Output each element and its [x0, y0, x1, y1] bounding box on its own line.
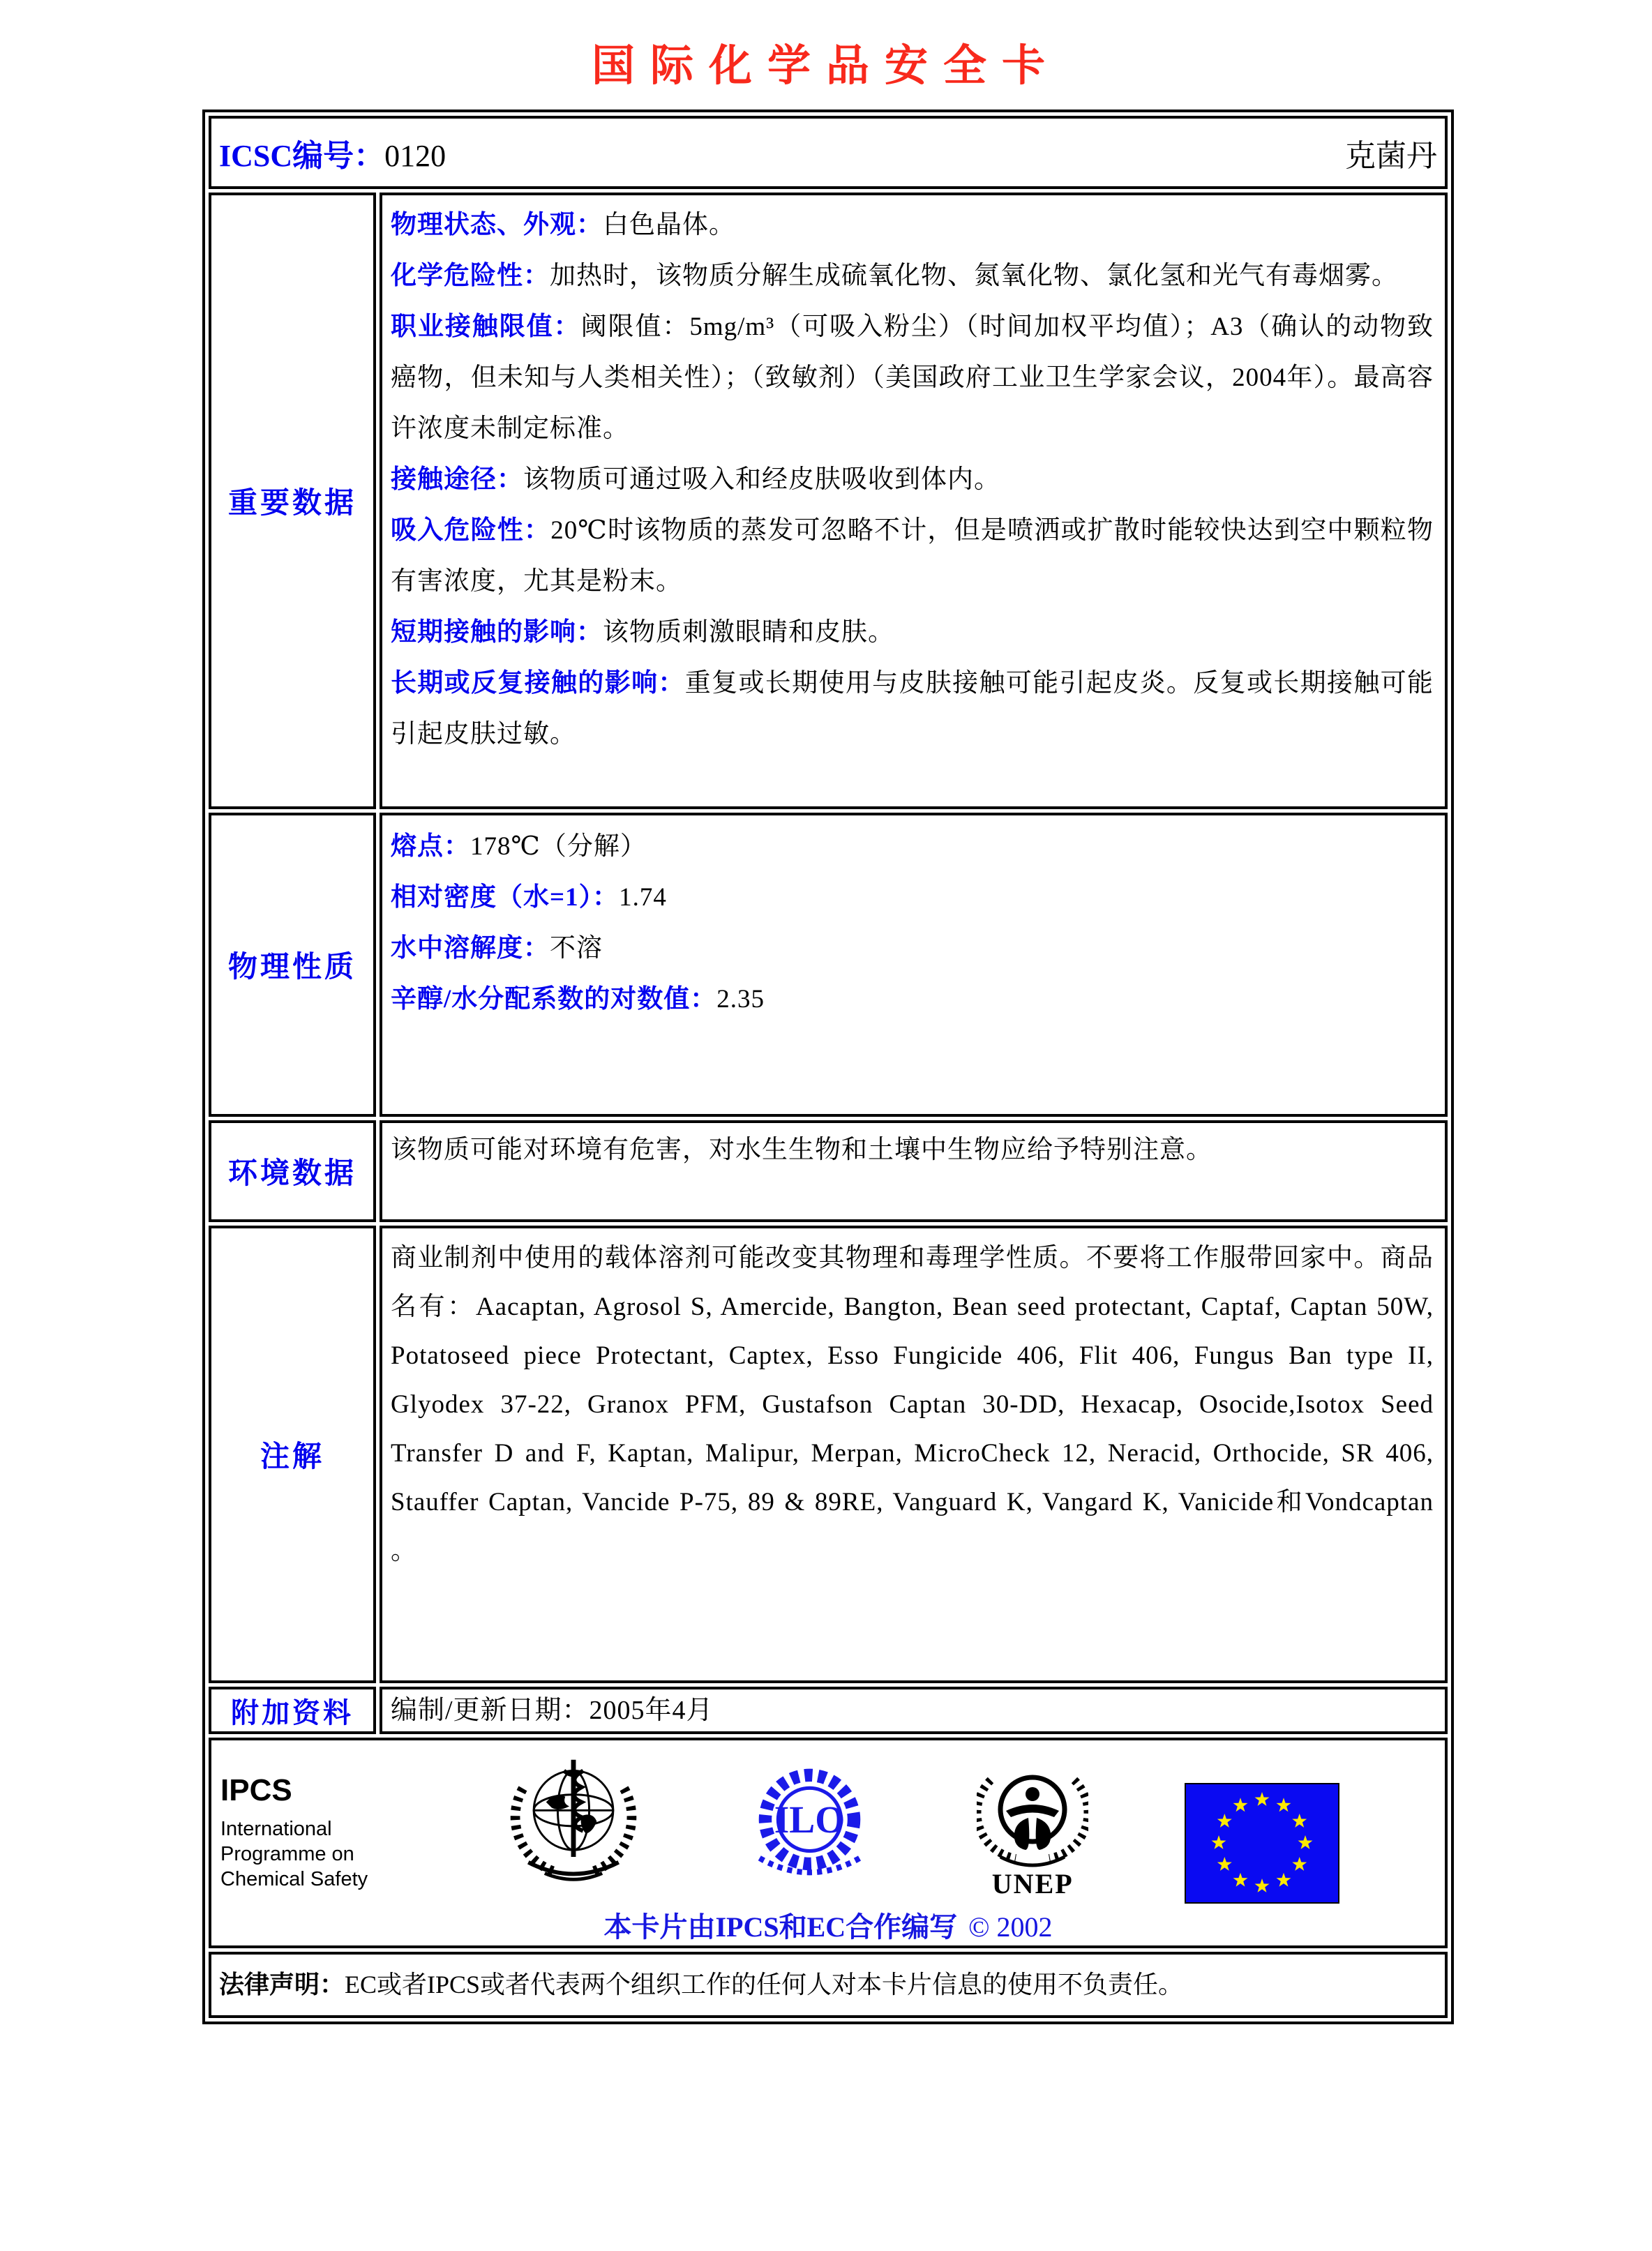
important-item	[391, 505, 1434, 607]
caption-text: 本卡片由IPCS和EC合作编写	[603, 1911, 958, 1943]
section-content-additional	[380, 1687, 1448, 1734]
unep-logo-icon	[977, 1751, 1088, 1869]
item-text: 白色晶体。	[603, 211, 735, 239]
section-label-text: 环境数据	[227, 1158, 356, 1190]
section-label-text: 附加资料	[231, 1696, 354, 1729]
section-content-environment	[380, 1120, 1448, 1222]
section-label-important	[209, 193, 376, 809]
card-header-cell	[209, 116, 1448, 189]
ipcs-block	[220, 1751, 409, 1892]
legal-row	[209, 1952, 1448, 2018]
ipcs-line: Chemical Safety	[220, 1868, 368, 1890]
copyright-text: © 2002	[968, 1911, 1053, 1943]
section-label-physical	[209, 813, 376, 1117]
icsc-number-label: ICSC编号：	[219, 138, 385, 173]
physical-item	[391, 923, 1434, 974]
section-row-environment	[209, 1120, 1448, 1222]
item-text: 该物质刺激眼睛和皮肤。	[603, 618, 894, 647]
icsc-card	[202, 110, 1454, 2024]
section-label-environment	[209, 1120, 376, 1222]
important-item	[391, 250, 1434, 301]
legal-cell	[209, 1952, 1448, 2018]
additional-text: 编制/更新日期：2005年4月	[391, 1696, 714, 1725]
card-header-row	[209, 116, 1448, 189]
item-text: 1.74	[619, 883, 667, 912]
item-text: 20℃时该物质的蒸发可忽略不计，但是喷洒或扩散时能较快达到空中颗粒物有害浓度，尤其是粉末。	[391, 516, 1434, 596]
item-label: 吸入危险性：	[391, 516, 551, 545]
section-label-additional	[209, 1687, 376, 1734]
legal-label: 法律声明：	[219, 1971, 345, 1998]
section-label-text: 物理性质	[227, 951, 356, 984]
environment-text: 该物质可能对环境有危害，对水生生物和土壤中生物应给予特别注意。	[391, 1136, 1212, 1164]
ipcs-acronym: IPCS	[220, 1773, 292, 1807]
item-text: 不溶	[550, 934, 603, 963]
item-text: 该物质可通过吸入和经皮肤吸收到体内。	[523, 465, 1000, 494]
ilo-logo-icon	[738, 1751, 881, 1894]
item-label: 熔点：	[391, 832, 470, 861]
eu-flag-icon	[1185, 1783, 1339, 1904]
item-text: 阈限值：5mg/m³（可吸入粉尘）（时间加权平均值）；A3（确认的动物致癌物，但未知与人类相关性）；（致敏剂）（美国政府工业卫生学家会议，2004年）。最高容许浓度未制定标准。	[391, 313, 1434, 443]
important-item	[391, 658, 1434, 760]
ipcs-line: Programme on	[220, 1843, 354, 1865]
unep-block	[977, 1751, 1088, 1900]
item-text: 重复或长期使用与皮肤接触可能引起皮炎。反复或长期接触可能引起皮肤过敏。	[391, 669, 1434, 748]
page-title: 国际化学品安全卡	[591, 40, 1060, 91]
unep-label: UNEP	[991, 1868, 1074, 1899]
section-row-additional	[209, 1687, 1448, 1734]
item-label: 辛醇/水分配系数的对数值：	[391, 985, 717, 1014]
legal-statement	[212, 1955, 1444, 2015]
section-content-notes	[380, 1226, 1448, 1683]
item-label: 长期或反复接触的影响：	[391, 669, 685, 698]
who-logo-icon	[505, 1751, 642, 1892]
section-content-physical	[380, 813, 1448, 1117]
notes-text: 商业制剂中使用的载体溶剂可能改变其物理和毒理学性质。不要将工作服带回家中。商品名有：Aacaptan, Agrosol S, Amercide, Bangton, Bean seed protectant, Captaf, Captan 50W, Potatoseed piece Protectant, Captex, Esso Fungicide 406, Flit 406, Fungus Ban type II, Glyodex 37-22, Granox PFM, Gustafson Captan 30-DD, Hexacap, Osocide,Isotox Seed Transfer D and F, Kaptan, Malipur, Merpan, MicroCheck 12, Neracid, Orthocide, SR 406, Stauffer Captan, Vancide P-75, 89 & 89RE, Vanguard K, Vangard K, Vanicide和Vondcaptan 。	[391, 1244, 1434, 1565]
legal-text: EC或者IPCS或者代表两个组织工作的任何人对本卡片信息的使用不负责任。	[345, 1971, 1184, 1998]
item-label: 物理状态、外观：	[391, 211, 603, 239]
logos-row	[209, 1738, 1448, 1948]
item-text: 178℃（分解）	[470, 832, 647, 861]
item-label: 接触途径：	[391, 465, 523, 494]
item-text: 2.35	[716, 985, 765, 1014]
icsc-number-value: 0120	[384, 138, 446, 173]
section-row-physical	[209, 813, 1448, 1117]
important-item	[391, 454, 1434, 505]
item-label: 短期接触的影响：	[391, 618, 603, 647]
footer-caption	[212, 1905, 1444, 1945]
important-item	[391, 607, 1434, 658]
item-label: 职业接触限值：	[391, 313, 581, 341]
physical-item	[391, 872, 1434, 923]
ilo-letters: ILO	[774, 1798, 845, 1841]
section-row-important	[209, 193, 1448, 809]
section-label-text: 注解	[260, 1441, 324, 1473]
logos-cell	[209, 1738, 1448, 1948]
ipcs-line: International	[220, 1818, 332, 1840]
physical-item	[391, 821, 1434, 872]
important-item	[391, 199, 1434, 250]
item-text: 加热时，该物质分解生成硫氧化物、氮氧化物、氯化氢和光气有毒烟雾。	[550, 262, 1398, 290]
physical-item	[391, 974, 1434, 1025]
section-content-important	[380, 193, 1448, 809]
item-label: 水中溶解度：	[391, 934, 550, 963]
substance-name: 克菌丹	[1345, 138, 1437, 173]
item-label: 相对密度（水=1）：	[391, 883, 620, 912]
item-label: 化学危险性：	[391, 262, 550, 290]
section-row-notes	[209, 1226, 1448, 1683]
icsc-number-group	[219, 130, 446, 175]
important-item	[391, 301, 1434, 454]
section-label-notes	[209, 1226, 376, 1683]
section-label-text: 重要数据	[227, 488, 356, 520]
